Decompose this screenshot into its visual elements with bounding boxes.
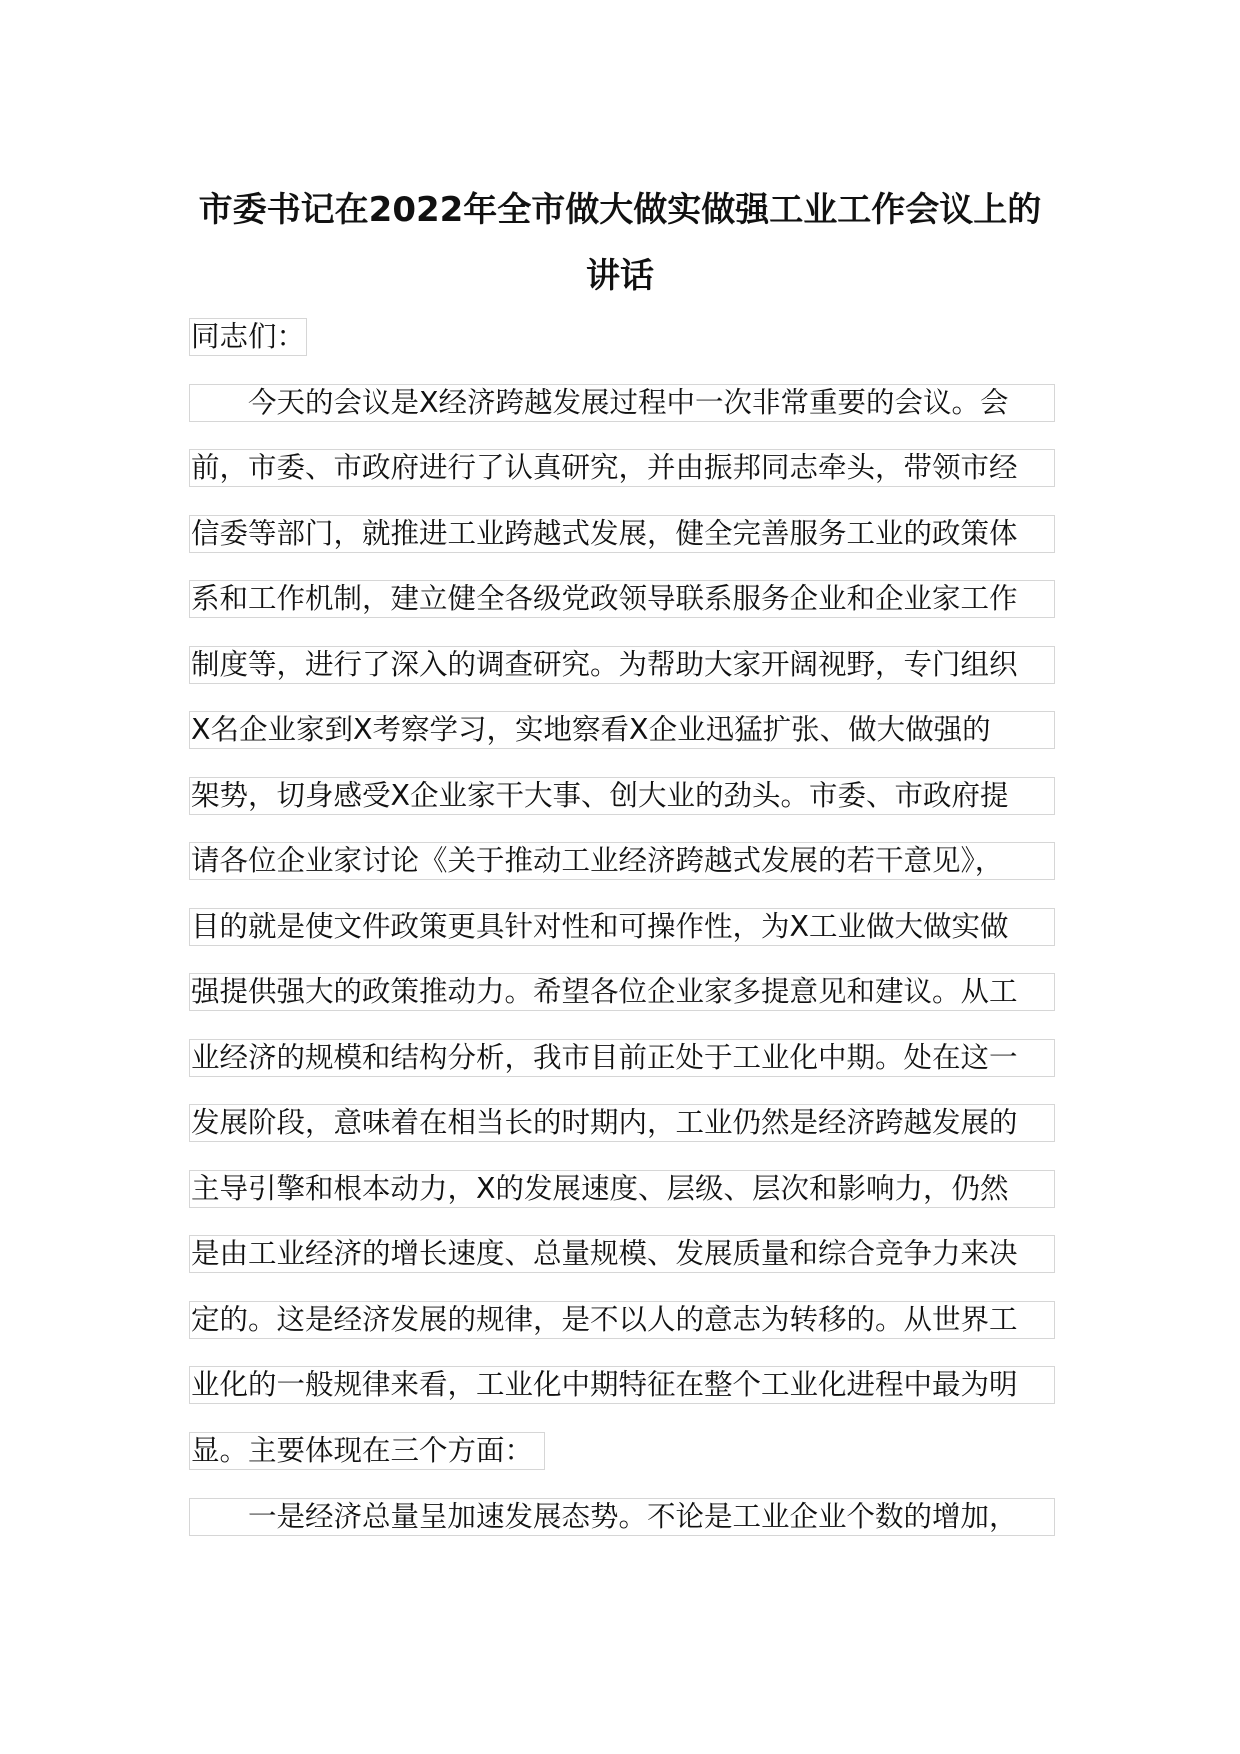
paragraph-line: 定的。这是经济发展的规律，是不以人的意志为转移的。从世界工 [189,1301,1055,1339]
paragraph-line: 是由工业经济的增长速度、总量规模、发展质量和综合竞争力来决 [189,1235,1055,1273]
paragraph-line: 今天的会议是X经济跨越发展过程中一次非常重要的会议。会 [189,384,1055,422]
paragraph-line: 业经济的规模和结构分析，我市目前正处于工业化中期。处在这一 [189,1039,1055,1077]
paragraph-line: 制度等，进行了深入的调查研究。为帮助大家开阔视野，专门组织 [189,646,1055,684]
paragraph-line: 强提供强大的政策推动力。希望各位企业家多提意见和建议。从工 [189,973,1055,1011]
greeting-line: 同志们： [189,318,307,356]
paragraph-line: 发展阶段，意味着在相当长的时期内，工业仍然是经济跨越发展的 [189,1104,1055,1142]
paragraph-line: 信委等部门，就推进工业跨越式发展，健全完善服务工业的政策体 [189,515,1055,553]
paragraph-line: 主导引擎和根本动力，X的发展速度、层级、层次和影响力，仍然 [189,1170,1055,1208]
paragraph-line: 显。主要体现在三个方面： [189,1432,545,1470]
paragraph-line: 前，市委、市政府进行了认真研究，并由振邦同志牵头，带领市经 [189,449,1055,487]
paragraph-line: X名企业家到X考察学习，实地察看X企业迅猛扩张、做大做强的 [189,711,1055,749]
paragraph-line: 架势，切身感受X企业家干大事、创大业的劲头。市委、市政府提 [189,777,1055,815]
paragraph-line: 请各位企业家讨论《关于推动工业经济跨越式发展的若干意见》， [189,842,1055,880]
paragraph-line: 目的就是使文件政策更具针对性和可操作性，为X工业做大做实做 [189,908,1055,946]
paragraph-line: 一是经济总量呈加速发展态势。不论是工业企业个数的增加， [189,1498,1055,1536]
paragraph-line: 系和工作机制，建立健全各级党政领导联系服务企业和企业家工作 [189,580,1055,618]
document-title: 市委书记在2022年全市做大做实做强工业工作会议上的 [198,190,1042,230]
paragraph-line: 业化的一般规律来看，工业化中期特征在整个工业化进程中最为明 [189,1366,1055,1404]
document-title-continued: 讲话 [586,256,654,296]
